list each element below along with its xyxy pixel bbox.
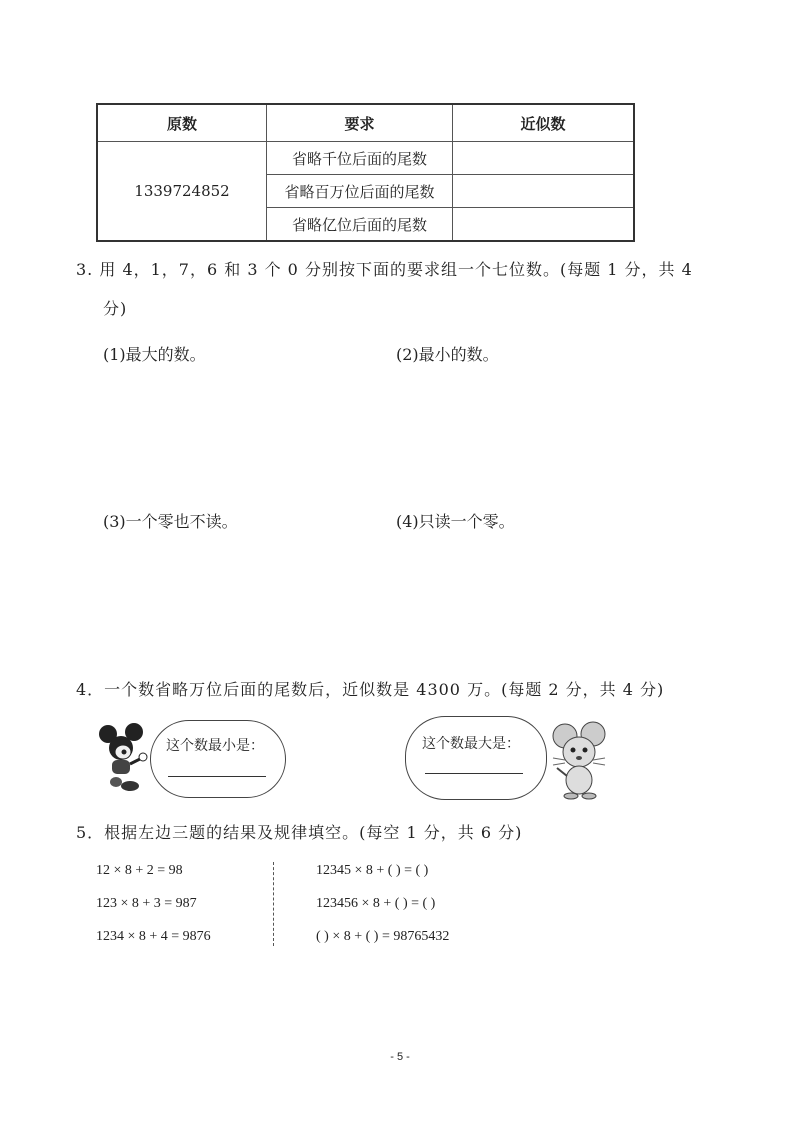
fill-equation-1[interactable]: 12345 × 8 + ( ) = ( ) — [316, 863, 429, 878]
requirement-cell: 省略千位后面的尾数 — [267, 142, 453, 175]
fill-equation-3[interactable]: ( ) × 8 + ( ) = 98765432 — [316, 929, 450, 944]
requirement-cell: 省略百万位后面的尾数 — [267, 175, 453, 208]
question-3-part-3: (3)一个零也不读。 — [103, 512, 238, 531]
fill-equation-2[interactable]: 123456 × 8 + ( ) = ( ) — [316, 896, 436, 911]
answer-blank-min[interactable] — [168, 776, 266, 777]
header-original-number: 原数 — [97, 104, 267, 142]
original-number-cell: 1339724852 — [97, 142, 267, 242]
answer-cell[interactable] — [453, 175, 635, 208]
question-3-text-cont: 分) — [103, 299, 128, 318]
question-3-part-4: (4)只读一个零。 — [396, 512, 515, 531]
requirement-cell: 省略亿位后面的尾数 — [267, 208, 453, 242]
cartoon-rat-icon — [547, 720, 617, 800]
pattern-equation-2: 123 × 8 + 3 = 987 — [96, 896, 197, 911]
question-3-part-1: (1)最大的数。 — [103, 345, 206, 364]
table-row — [97, 142, 634, 175]
question-4-text: 4．一个数省略万位后面的尾数后，近似数是 4300 万。(每题 2 分，共 4 分) — [76, 680, 665, 699]
pattern-equation-1: 12 × 8 + 2 = 98 — [96, 863, 183, 878]
question-5-text: 5．根据左边三题的结果及规律填空。(每空 1 分，共 6 分) — [76, 823, 523, 842]
answer-cell[interactable] — [453, 142, 635, 175]
cartoon-mouse-icon — [98, 722, 148, 794]
table-header-row — [97, 104, 634, 142]
question-3-text: 3. 用 4，1，7，6 和 3 个 0 分别按下面的要求组一个七位数。(每题 1 分，共 4 — [76, 260, 693, 279]
speech-bubble-left — [150, 720, 286, 798]
header-requirement: 要求 — [267, 104, 453, 142]
divider-dashed — [273, 862, 274, 946]
page-number: - 5 - — [390, 1051, 410, 1063]
answer-blank-max[interactable] — [425, 773, 523, 774]
header-approximate: 近似数 — [453, 104, 635, 142]
pattern-equation-3: 1234 × 8 + 4 = 9876 — [96, 929, 211, 944]
answer-cell[interactable] — [453, 208, 635, 242]
speech-bubble-right — [405, 716, 547, 800]
question-3-part-2: (2)最小的数。 — [396, 345, 499, 364]
bubble-left-text: 这个数最小是： — [166, 738, 264, 754]
bubble-right-text: 这个数最大是： — [422, 736, 520, 752]
approximation-table — [96, 103, 635, 242]
